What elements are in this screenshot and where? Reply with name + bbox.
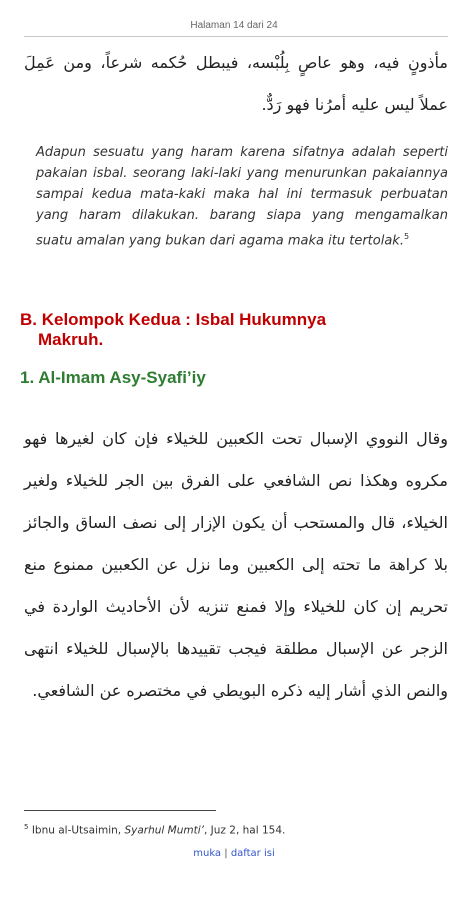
quote-block xyxy=(36,142,448,251)
arabic-intro-text: مأذونٍ فيه، وهو عاصٍ بِلُبْسه، فيبطل حُكمه شرعاً، ومن عَمِلَ عملاً ليس عليه أمرُنا فهو رَدٌّ. xyxy=(24,53,448,114)
footer-navigation xyxy=(0,848,468,859)
page-number-header: Halaman 14 dari 24 xyxy=(190,20,278,31)
header-divider xyxy=(24,36,448,37)
footnote xyxy=(24,823,444,837)
footnote-text-after: , Juz 2, hal 154. xyxy=(203,824,286,837)
footnote-reference[interactable]: 5 xyxy=(403,232,410,241)
section-heading-line2: Makruh. xyxy=(38,330,104,349)
footnote-number: 5 xyxy=(24,823,29,831)
quote-text: Adapun sesuatu yang haram karena sifatnya adalah seperti pakaian isbal. seorang laki-laki yang menurunkan pakaiannya sampai kedua mata-kaki maka hal ini termasuk perbuatan yang haram dilakukan. barang siapa yang mengamalkan suatu amalan yang bukan dari agama maka itu tertolak. xyxy=(36,145,448,249)
section-heading-line1: B. Kelompok Kedua : Isbal Hukumnya xyxy=(20,310,327,329)
footer-separator: | xyxy=(224,848,228,859)
section-heading xyxy=(20,310,420,350)
home-link[interactable]: muka xyxy=(193,848,222,859)
footnote-book-title: Syarhul Mumti’ xyxy=(124,824,204,837)
footnote-divider xyxy=(24,810,216,811)
subsection-heading: 1. Al-Imam Asy-Syafi’iy xyxy=(20,368,206,387)
footnote-text-before: Ibnu al-Utsaimin, xyxy=(31,824,125,837)
arabic-main-text: وقال النووي الإسبال تحت الكعبين للخيلاء فإن كان لغيرها فهو مكروه وهكذا نص الشافعي على الفرق بين الجر للخيلاء ولغير الخيلاء، قال والمستحب أن يكون الإزار إلى نصف الساق والجائز بلا كراهة ما تحته إلى الكعبين وما نزل عن الكعبين ممنوع منع تحريم إن كان للخيلاء وإلا فمنع تنزيه لأن الأحاديث الواردة في الزجر عن الإسبال مطلقة فيجب تقييدها بالإسبال للخيلاء انتهى والنص الذي أشار إليه ذكره البويطي في مختصره عن الشافعي. xyxy=(24,429,448,700)
table-of-contents-link[interactable]: daftar isi xyxy=(230,848,275,859)
